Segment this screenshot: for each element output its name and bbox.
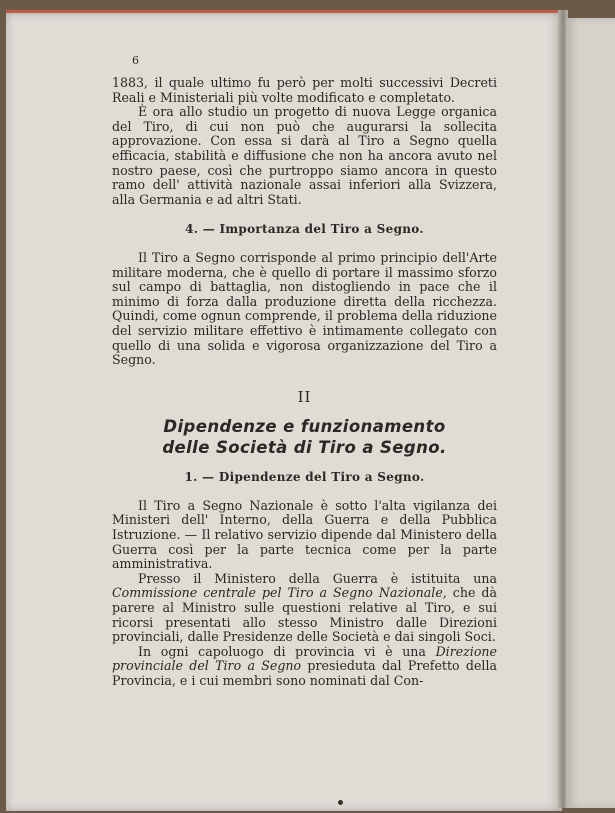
page-content [112,76,497,689]
chapter-title [112,416,497,458]
right-page [566,18,615,808]
p2-emphasis: Commissione centrale pel Tiro a Segno Nazionale [112,585,443,601]
paragraph-top-1: 1883, il quale ultimo fu però per molti successivi Decreti Reali e Ministeriali più volte modificato e completato. [112,75,497,105]
p2-before: Presso il Ministero della Guerra è istituita una [138,570,497,586]
section-1-heading: 1. — Dipendenze del Tiro a Segno. [184,470,425,485]
section-4-text: Il Tiro a Segno corrisponde al primo principio dell'Arte militare moderna, che è quello di portare il massimo sforzo sul campo di battaglia, non distogliendo in pace che il minimo di forza dalla produzione diretta della ricchezza. Quindi, come ognun comprende, il problema della riduzione del servizio militare effettivo è intimamente collegato con quello di una solida e vigorosa organizzazione del Tiro a Segno. [112,249,497,368]
page-number: 6 [132,54,139,67]
chapter-title-line-1: Dipendenze e funzionamento [163,417,446,437]
section-1-paragraph-2 [112,572,497,645]
chapter-title-line-2: delle Società di Tiro a Segno. [162,438,447,458]
p3-after: presieduta dal Prefetto della Provincia, e i cui membri sono nominati dal Con- [112,658,497,688]
p2-after: , che dà parere al Ministro sulle questioni relative al Tiro, e sui ricorsi presentati allo stesso Ministro dalle Direzioni provinciali, dalle Presidenze delle Società e dai singoli Soci. [112,585,497,645]
p3-before: In ogni capoluogo di provincia vi è una [138,643,436,659]
section-1-paragraph-3 [112,645,497,689]
p3-emphasis: Direzione provinciale del Tiro a Segno [112,643,497,674]
section-1-paragraph-1: Il Tiro a Segno Nazionale è sotto l'alta vigilanza dei Ministeri dell' Interno, della Guerra e della Pubblica Istruzione. — Il relativo servizio dipende dal Ministero della Guerra così per la parte tecnica come per la parte amministrativa. [112,497,497,572]
paragraph-top-2: È ora allo studio un progetto di nuova Legge organica del Tiro, di cui non può che augurarsi la sollecita approvazione. Con essa si darà al Tiro a Segno quella efficacia, stabilità e diffusione che non ha ancora avuto nel nostro paese, così che purtroppo siamo ancora in questo ramo dell' attività nazionale assai inferiori alla Svizzera, alla Germania e ad altri Stati. [112,104,497,207]
section-4-heading: 4. — Importanza del Tiro a Segno. [185,222,424,237]
part-number: II [297,387,312,406]
page-mark [338,800,343,805]
